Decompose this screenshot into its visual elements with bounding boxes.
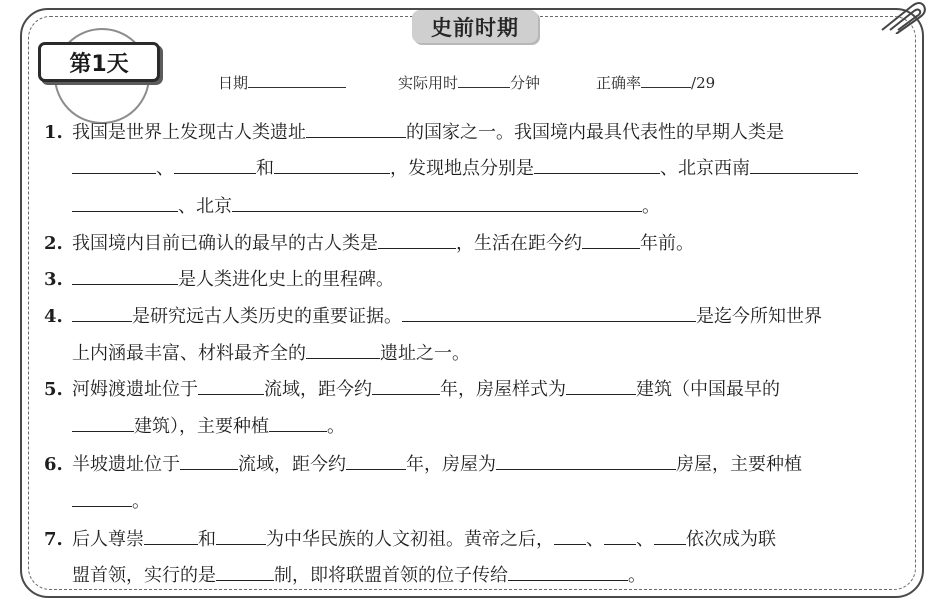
q7-line-2 — [72, 561, 646, 587]
q5-text-1: 河姆渡遗址位于 — [72, 379, 198, 400]
q6-text-2: 流域，距今约 — [238, 454, 346, 475]
q4-line-2 — [72, 339, 470, 365]
q6-line-2 — [72, 487, 150, 513]
q6-blank-2[interactable] — [346, 453, 406, 470]
q6-text-5: 。 — [132, 491, 150, 512]
q2-text-1: 我国境内目前已确认的最早的古人类是 — [72, 233, 378, 254]
q5-text-2: 流域，距今约 — [264, 379, 372, 400]
q1-text-2: 的国家之一。我国境内最具代表性的早期人类是 — [406, 122, 784, 143]
q3-line-1 — [44, 265, 394, 291]
q7-line-1 — [44, 525, 776, 551]
q1-blank-8[interactable] — [232, 195, 642, 212]
accuracy-blank[interactable] — [641, 73, 691, 88]
q5-text-4: 建筑（中国最早的 — [636, 379, 780, 400]
section-title: 史前时期 — [412, 10, 538, 43]
time-blank[interactable] — [458, 73, 510, 88]
date-label: 日期 — [218, 74, 249, 92]
q2-text-2: ，生活在距今约 — [456, 233, 582, 254]
q1-line-2 — [72, 154, 858, 180]
accuracy-total: /29 — [691, 74, 716, 92]
q7-blank-3[interactable] — [554, 528, 586, 545]
q7-number: 7. — [44, 529, 63, 550]
q1-blank-2[interactable] — [72, 157, 156, 174]
q3-text-1: 是人类进化史上的里程碑。 — [178, 269, 394, 290]
q5-text-5: 建筑），主要种植 — [134, 416, 269, 437]
q7-blank-4[interactable] — [604, 528, 636, 545]
q6-text-1: 半坡遗址位于 — [72, 454, 180, 475]
q3-blank-1[interactable] — [72, 268, 178, 285]
q5-text-3: 年，房屋样式为 — [440, 379, 566, 400]
q7-text-9: 。 — [628, 565, 646, 586]
q2-blank-2[interactable] — [582, 232, 640, 249]
q5-number: 5. — [44, 379, 63, 400]
q1-text-5: ，发现地点分别是 — [390, 158, 534, 179]
q4-text-1: 是研究远古人类历史的重要证据。 — [132, 306, 402, 327]
q1-text-3: 、 — [156, 158, 174, 179]
q7-text-1: 后人尊崇 — [72, 529, 144, 550]
q1-blank-5[interactable] — [534, 157, 660, 174]
date-blank[interactable] — [248, 73, 346, 88]
q1-blank-3[interactable] — [174, 157, 256, 174]
q4-number: 4. — [44, 306, 63, 327]
q1-text-1: 我国是世界上发现古人类遗址 — [72, 122, 306, 143]
q7-blank-5[interactable] — [654, 528, 686, 545]
q7-text-4: 、 — [586, 529, 604, 550]
q5-blank-2[interactable] — [372, 378, 440, 395]
time-label: 实际用时 — [398, 74, 459, 92]
q1-blank-6[interactable] — [750, 157, 858, 174]
q5-line-2 — [72, 412, 345, 438]
q2-number: 2. — [44, 233, 63, 254]
q5-line-1 — [44, 375, 780, 401]
q5-blank-1[interactable] — [198, 378, 264, 395]
q6-blank-1[interactable] — [180, 453, 238, 470]
q1-text-6: 、北京西南 — [660, 158, 750, 179]
q6-blank-3[interactable] — [496, 453, 676, 470]
q5-blank-3[interactable] — [566, 378, 636, 395]
accuracy-field — [596, 72, 715, 93]
q2-line-1 — [44, 229, 694, 255]
date-field — [218, 72, 346, 93]
q2-text-3: 年前。 — [640, 233, 694, 254]
q1-text-7: 、北京 — [178, 196, 232, 217]
q1-blank-4[interactable] — [274, 157, 390, 174]
q4-text-2: 是迄今所知世界 — [696, 306, 822, 327]
time-unit: 分钟 — [510, 74, 541, 92]
q7-blank-6[interactable] — [216, 564, 274, 581]
q6-text-4: 房屋，主要种植 — [676, 454, 802, 475]
accuracy-label: 正确率 — [596, 74, 642, 92]
q5-blank-4[interactable] — [72, 415, 134, 432]
q2-blank-1[interactable] — [378, 232, 456, 249]
q6-number: 6. — [44, 454, 63, 475]
q3-number: 3. — [44, 269, 63, 290]
q7-text-8: 制，即将联盟首领的位子传给 — [274, 565, 508, 586]
q7-text-2: 和 — [198, 529, 216, 550]
q7-text-5: 、 — [636, 529, 654, 550]
q7-blank-2[interactable] — [216, 528, 266, 545]
q4-text-4: 遗址之一。 — [380, 343, 470, 364]
day-badge — [38, 36, 166, 88]
q4-line-1 — [44, 302, 822, 328]
q1-line-3 — [72, 192, 660, 218]
q5-blank-5[interactable] — [269, 415, 327, 432]
q1-number: 1. — [44, 122, 63, 143]
q4-blank-2[interactable] — [402, 305, 696, 322]
q6-text-3: 年，房屋为 — [406, 454, 496, 475]
q4-blank-3[interactable] — [306, 342, 380, 359]
time-field — [398, 72, 540, 93]
q4-blank-1[interactable] — [72, 305, 132, 322]
q1-blank-7[interactable] — [72, 195, 178, 212]
q7-text-6: 依次成为联 — [686, 529, 776, 550]
q7-text-3: 为中华民族的人文初祖。黄帝之后， — [266, 529, 554, 550]
q7-blank-7[interactable] — [508, 564, 628, 581]
q1-text-8: 。 — [642, 196, 660, 217]
paperclip-icon — [876, 0, 926, 34]
q7-text-7: 盟首领，实行的是 — [72, 565, 216, 586]
q5-text-6: 。 — [327, 416, 345, 437]
q4-text-3: 上内涵最丰富、材料最齐全的 — [72, 343, 306, 364]
q1-blank-1[interactable] — [306, 121, 406, 138]
q1-line-1 — [44, 118, 784, 144]
q1-text-4: 和 — [256, 158, 274, 179]
q6-line-1 — [44, 450, 802, 476]
q6-blank-4[interactable] — [72, 490, 132, 507]
q7-blank-1[interactable] — [144, 528, 198, 545]
day-badge-label: 第1天 — [38, 42, 160, 82]
